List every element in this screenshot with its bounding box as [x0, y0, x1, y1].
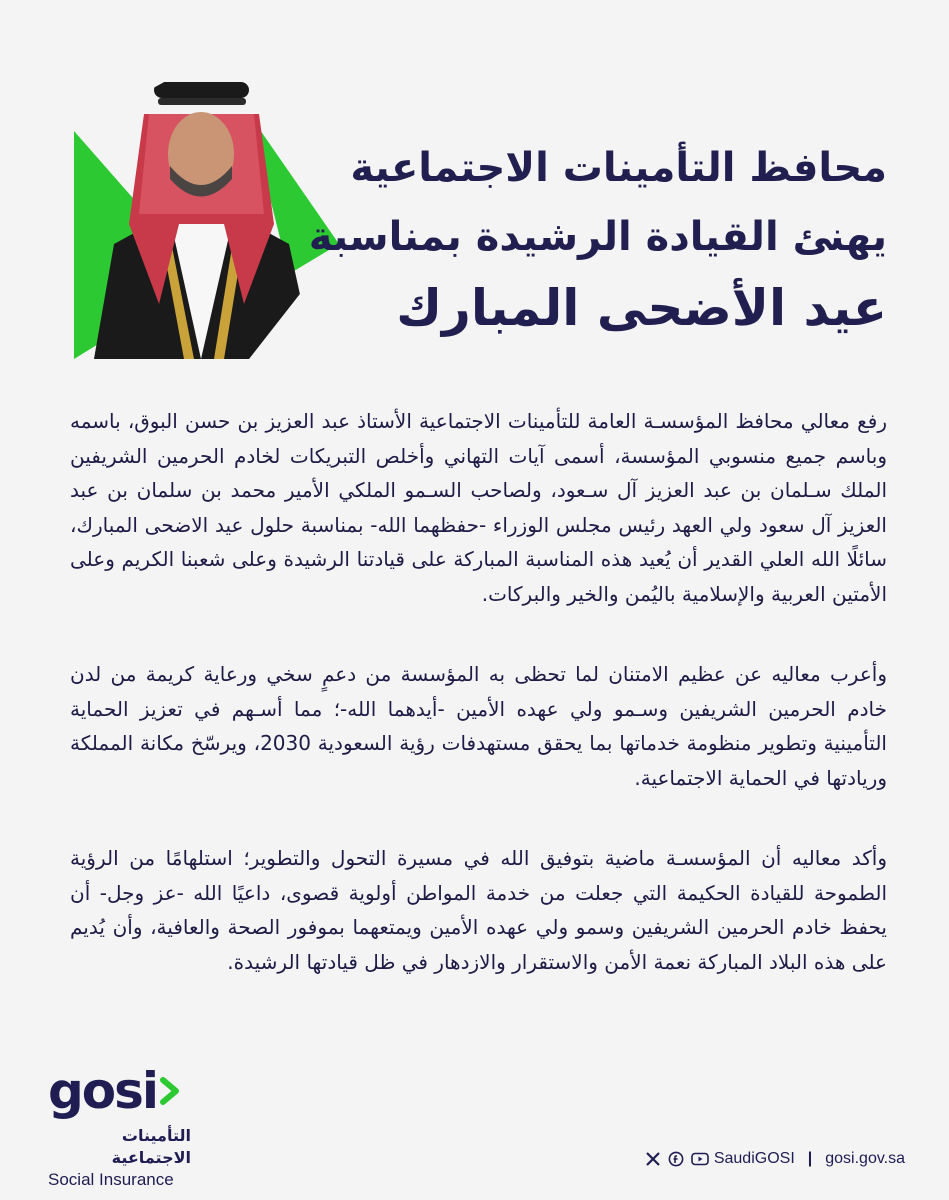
social-handle[interactable]: SaudiGOSI [713, 1150, 795, 1167]
logo-chevron-icon [159, 1076, 181, 1106]
footer-separator: | [807, 1150, 813, 1167]
paragraph-2: وأعرب معاليه عن عظيم الامتنان لما تحظى به المؤسسة من دعمٍ سخي ورعاية كريمة من لدن خادم الحرمين الشريفين وسـمو ولي عهده الأمين -أيدهما الله-؛ مما أسـهم في تعزيز الحماية التأمينية وتطوير منظومة خدماتها بما يحقق مستهدفات رؤية السعودية 2030، ويرسّخ مكانة المملكة وريادتها في الحماية الاجتماعية. [70, 662, 887, 790]
article-body [70, 404, 887, 1025]
logo-arabic-name: التأمينات الاجتماعية [111, 1126, 191, 1167]
page-title [308, 132, 887, 346]
x-icon[interactable] [645, 1151, 661, 1167]
title-line-3: عيد الأضحى المبارك [396, 279, 887, 337]
facebook-icon[interactable] [668, 1151, 684, 1167]
logo-english-name: Social Insurance [48, 1170, 174, 1189]
footer [645, 1148, 905, 1170]
paragraph-3: وأكد معاليه أن المؤسسـة ماضية بتوفيق الله في مسيرة التحول والتطوير؛ استلهامًا من الرؤية الطموحة للقيادة الحكيمة التي جعلت من خدمة المواطن أولوية قصوى، داعيًا الله -عز وجل- أن يحفظ خادم الحرمين الشريفين وسمو ولي عهده الأمين ويمتعهما بموفور الصحة والعافية، وأن يُديم على هذه البلاد المباركة نعمة الأمن والاستقرار والازدهار في ظل قيادتها الرشيدة. [70, 846, 887, 974]
logo-wordmark: gosi [48, 1062, 158, 1120]
gosi-logo [48, 1063, 248, 1190]
paragraph-1: رفع معالي محافظ المؤسسـة العامة للتأمينات الاجتماعية الأستاذ عبد العزيز بن حسن البوق، باسمه وباسم جميع منسوبي المؤسسة، أسمى آيات التهاني وأخلص التبريكات لخادم الحرمين الشريفين الملك سـلمان بن عبد العزيز آل سـعود، ولصاحب السـمو الملكي الأمير محمد بن سلمان بن عبد العزيز آل سعود ولي العهد رئيس مجلس الوزراء -حفظهما الله- بمناسبة حلول عيد الاضحى المبارك، سائلًا الله العلي القدير أن يُعيد هذه المناسبة المباركة على قيادتنا الرشيدة وعلى شعبنا الكريم وعلى الأمتين العربية والإسلامية باليُمن والخير والبركات. [70, 409, 887, 606]
title-line-1: محافظ التأمينات الاجتماعية [350, 145, 887, 191]
hero-portrait [74, 74, 339, 359]
youtube-icon[interactable] [691, 1151, 707, 1167]
title-line-2: يهنئ القيادة الرشيدة بمناسبة [308, 214, 887, 260]
website-link[interactable]: gosi.gov.sa [825, 1150, 905, 1167]
portrait-graphic [74, 74, 339, 359]
